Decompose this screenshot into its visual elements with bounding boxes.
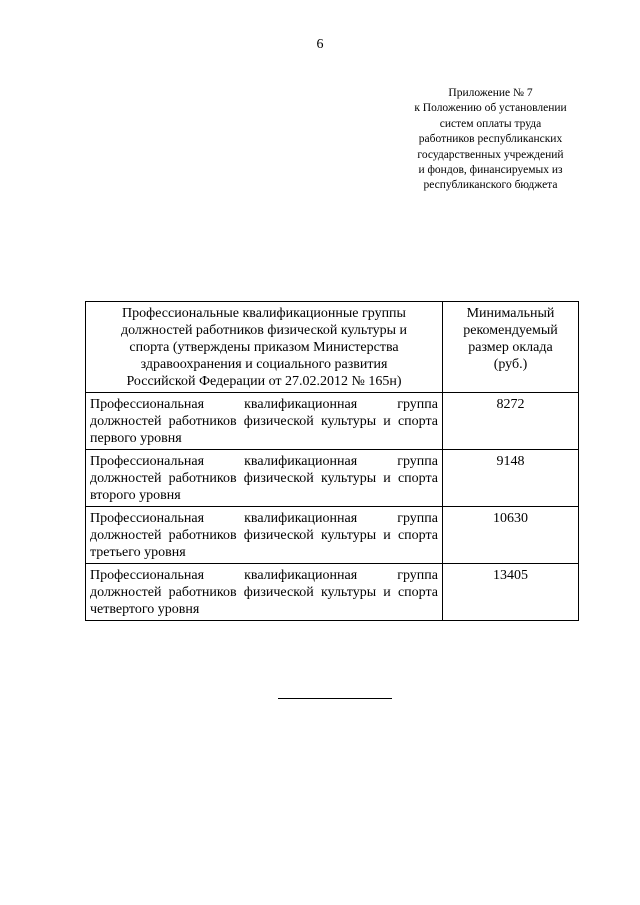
salary-cell: 13405: [443, 564, 579, 621]
table-row: [86, 450, 579, 507]
appendix-line: работников республиканских: [418, 133, 563, 146]
appendix-note: [383, 86, 598, 194]
closing-rule-divider: [278, 698, 392, 699]
header-line: должностей работников физической культуры и: [120, 323, 408, 338]
qualification-group-cell: Профессиональная квалификационная группа должностей работников физической культуры и спорта первого уровня: [86, 393, 443, 450]
appendix-line: государственных учреждений: [417, 148, 564, 161]
salary-cell: 9148: [443, 450, 579, 507]
table-row: [86, 393, 579, 450]
qualification-group-cell: Профессиональная квалификационная группа должностей работников физической культуры и спорта четвертого уровня: [86, 564, 443, 621]
header-line: Профессиональные квалификационные группы: [122, 306, 406, 321]
salary-cell: 8272: [443, 393, 579, 450]
header-line: спорта (утверждены приказом Министерства: [129, 340, 399, 355]
table-header-row: [86, 302, 579, 393]
appendix-title: Приложение № 7: [448, 87, 533, 99]
header-line: (руб.): [493, 357, 528, 372]
qualification-group-cell: Профессиональная квалификационная группа должностей работников физической культуры и спорта второго уровня: [86, 450, 443, 507]
qualification-group-header: [86, 302, 443, 393]
salary-table: [85, 301, 579, 621]
salary-cell: 10630: [443, 507, 579, 564]
salary-header: [443, 302, 579, 393]
header-line: размер оклада: [468, 340, 553, 355]
appendix-line: систем оплаты труда: [439, 117, 542, 130]
appendix-line: и фондов, финансируемых из: [418, 164, 563, 177]
header-line: Минимальный: [466, 306, 555, 321]
header-line: рекомендуемый: [463, 323, 558, 338]
page-number: 6: [316, 37, 324, 52]
appendix-line: республиканского бюджета: [423, 179, 558, 192]
table-row: [86, 564, 579, 621]
qualification-group-cell: Профессиональная квалификационная группа должностей работников физической культуры и спорта третьего уровня: [86, 507, 443, 564]
header-line: Российской Федерации от 27.02.2012 № 165н): [126, 374, 402, 389]
header-line: здравоохранения и социального развития: [140, 357, 388, 372]
appendix-line: к Положению об установлении: [414, 102, 567, 115]
table-row: [86, 507, 579, 564]
